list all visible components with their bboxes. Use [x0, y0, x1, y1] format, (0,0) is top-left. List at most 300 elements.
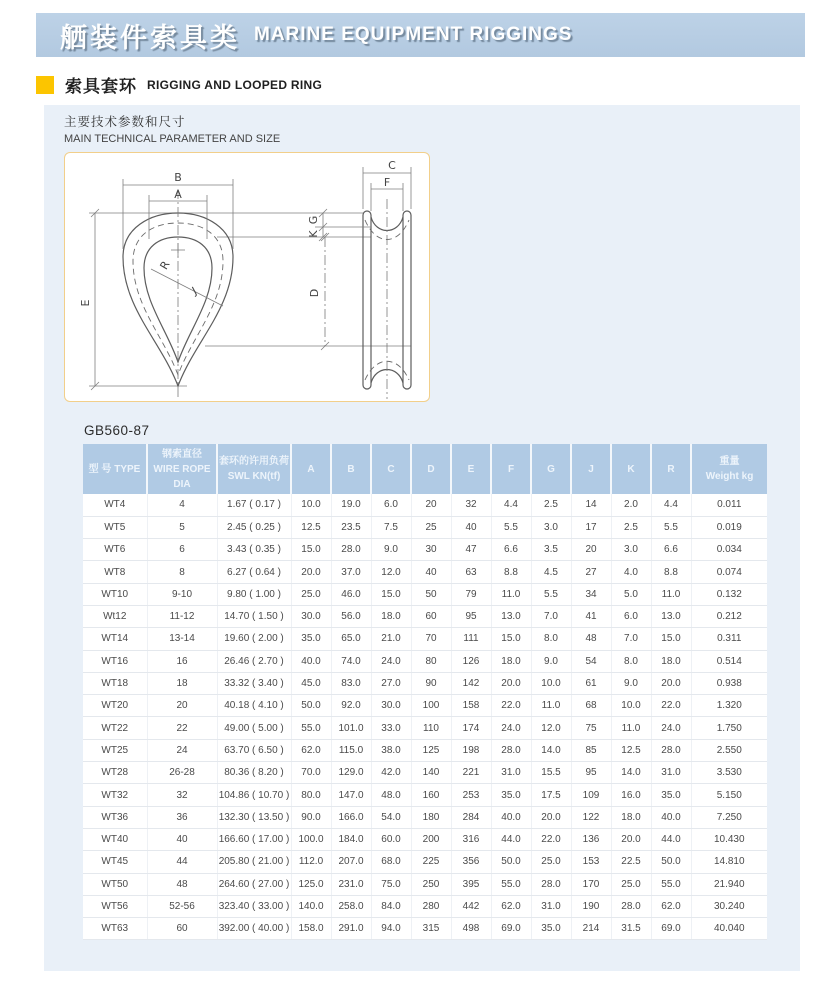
table-cell: 50.0: [651, 851, 691, 873]
dim-label-R: R: [157, 258, 173, 272]
table-cell: 30.0: [371, 695, 411, 717]
table-cell: 12.0: [531, 717, 571, 739]
table-cell: 126: [451, 650, 491, 672]
table-cell: 5.5: [651, 516, 691, 538]
table-cell: 22.0: [531, 828, 571, 850]
table-cell: 180: [411, 806, 451, 828]
table-cell: 31.5: [611, 918, 651, 940]
table-cell: 392.00 ( 40.00 ): [217, 918, 291, 940]
table-cell: 83.0: [331, 672, 371, 694]
table-row: [83, 762, 767, 784]
table-cell: 20: [411, 494, 451, 516]
table-cell: 65.0: [331, 628, 371, 650]
table-cell: 95: [451, 605, 491, 627]
table-cell: 1.320: [691, 695, 767, 717]
table-cell: 115.0: [331, 739, 371, 761]
dim-label-K: K: [307, 230, 320, 238]
table-cell: 30.240: [691, 895, 767, 917]
parameter-caption-en: MAIN TECHNICAL PARAMETER AND SIZE: [64, 133, 281, 145]
table-cell: 3.0: [531, 516, 571, 538]
table-row: [83, 806, 767, 828]
table-cell: 13.0: [651, 605, 691, 627]
table-cell: 0.132: [691, 583, 767, 605]
table-row: [83, 895, 767, 917]
specification-table: [83, 444, 767, 940]
thimble-technical-drawing: [65, 153, 429, 401]
table-cell: 11.0: [531, 695, 571, 717]
table-cell: 94.0: [371, 918, 411, 940]
table-cell: 95: [571, 762, 611, 784]
table-cell: 10.0: [611, 695, 651, 717]
table-cell: 125: [411, 739, 451, 761]
table-cell: 3.0: [611, 539, 651, 561]
table-cell: 2.550: [691, 739, 767, 761]
table-cell: WT6: [83, 539, 147, 561]
table-cell: 40.0: [651, 806, 691, 828]
table-cell: WT56: [83, 895, 147, 917]
table-row: [83, 561, 767, 583]
table-row: [83, 650, 767, 672]
table-cell: 12.5: [291, 516, 331, 538]
table-cell: 6.0: [611, 605, 651, 627]
table-cell: 21.0: [371, 628, 411, 650]
table-row: [83, 739, 767, 761]
table-cell: 31.0: [531, 895, 571, 917]
table-cell: 28.0: [491, 739, 531, 761]
table-cell: 90: [411, 672, 451, 694]
banner-title-en: MARINE EQUIPMENT RIGGINGS: [254, 24, 573, 45]
dim-label-E: E: [79, 299, 92, 307]
table-cell: 38.0: [371, 739, 411, 761]
column-header: D: [411, 444, 451, 494]
column-header: 重量 Weight kg: [691, 444, 767, 494]
table-cell: 35.0: [491, 784, 531, 806]
section-title-zh: 索具套环: [65, 77, 137, 96]
table-cell: 6.0: [371, 494, 411, 516]
table-cell: 122: [571, 806, 611, 828]
table-cell: WT22: [83, 717, 147, 739]
table-cell: 75: [571, 717, 611, 739]
table-cell: 10.430: [691, 828, 767, 850]
table-cell: 142: [451, 672, 491, 694]
table-cell: 6.6: [651, 539, 691, 561]
table-cell: 4.0: [611, 561, 651, 583]
content-panel: [44, 105, 800, 971]
table-cell: 54: [571, 650, 611, 672]
table-cell: 291.0: [331, 918, 371, 940]
table-cell: 2.0: [611, 494, 651, 516]
table-cell: 60.0: [371, 828, 411, 850]
table-cell: 9-10: [147, 583, 217, 605]
table-cell: 20: [571, 539, 611, 561]
table-cell: 158.0: [291, 918, 331, 940]
table-cell: 84.0: [371, 895, 411, 917]
table-cell: 13.0: [491, 605, 531, 627]
table-cell: 0.011: [691, 494, 767, 516]
table-cell: 44: [147, 851, 217, 873]
table-cell: 250: [411, 873, 451, 895]
table-cell: 0.212: [691, 605, 767, 627]
table-cell: WT10: [83, 583, 147, 605]
column-header: A: [291, 444, 331, 494]
table-cell: WT40: [83, 828, 147, 850]
dim-label-C: C: [388, 159, 396, 172]
table-cell: 22.5: [611, 851, 651, 873]
table-cell: 7.0: [611, 628, 651, 650]
table-cell: 498: [451, 918, 491, 940]
table-cell: 30: [411, 539, 451, 561]
table-cell: 40: [451, 516, 491, 538]
table-cell: 0.938: [691, 672, 767, 694]
table-cell: 46.0: [331, 583, 371, 605]
table-cell: 35.0: [651, 784, 691, 806]
table-cell: 153: [571, 851, 611, 873]
table-cell: 52-56: [147, 895, 217, 917]
technical-drawing-box: [64, 152, 430, 402]
table-cell: 20.0: [531, 806, 571, 828]
table-cell: 9.0: [371, 539, 411, 561]
table-cell: 221: [451, 762, 491, 784]
table-cell: 214: [571, 918, 611, 940]
yellow-square-bullet-icon: [36, 76, 54, 94]
table-cell: 18.0: [491, 650, 531, 672]
table-cell: 280: [411, 895, 451, 917]
table-cell: WT28: [83, 762, 147, 784]
table-cell: 63.70 ( 6.50 ): [217, 739, 291, 761]
table-cell: 68: [571, 695, 611, 717]
table-cell: 27: [571, 561, 611, 583]
table-cell: 12.5: [611, 739, 651, 761]
column-header: J: [571, 444, 611, 494]
table-cell: 129.0: [331, 762, 371, 784]
table-cell: 15.0: [291, 539, 331, 561]
table-cell: 442: [451, 895, 491, 917]
table-cell: 24: [147, 739, 217, 761]
table-cell: 31.0: [491, 762, 531, 784]
table-cell: 16: [147, 650, 217, 672]
table-row: [83, 717, 767, 739]
table-cell: 284: [451, 806, 491, 828]
table-cell: 92.0: [331, 695, 371, 717]
table-cell: 3.5: [531, 539, 571, 561]
table-cell: 9.80 ( 1.00 ): [217, 583, 291, 605]
table-row: [83, 784, 767, 806]
table-cell: 63: [451, 561, 491, 583]
table-cell: 2.5: [611, 516, 651, 538]
table-cell: 8.8: [651, 561, 691, 583]
table-cell: 79: [451, 583, 491, 605]
dim-label-D: D: [308, 288, 321, 298]
table-cell: 30.0: [291, 605, 331, 627]
table-cell: 28.0: [331, 539, 371, 561]
table-cell: WT63: [83, 918, 147, 940]
table-cell: 0.074: [691, 561, 767, 583]
table-cell: 15.0: [491, 628, 531, 650]
table-cell: 32: [451, 494, 491, 516]
table-cell: 10.0: [291, 494, 331, 516]
table-cell: 33.32 ( 3.40 ): [217, 672, 291, 694]
table-cell: 25: [411, 516, 451, 538]
table-cell: 50.0: [491, 851, 531, 873]
table-cell: 0.019: [691, 516, 767, 538]
table-cell: 160: [411, 784, 451, 806]
dim-label-J: J: [189, 284, 199, 298]
table-cell: 69.0: [651, 918, 691, 940]
table-cell: 10.0: [531, 672, 571, 694]
table-cell: 37.0: [331, 561, 371, 583]
standard-number: GB560-87: [84, 423, 150, 438]
table-cell: 18: [147, 672, 217, 694]
table-cell: WT45: [83, 851, 147, 873]
table-cell: 49.00 ( 5.00 ): [217, 717, 291, 739]
table-cell: 22.0: [651, 695, 691, 717]
dim-label-B: B: [174, 171, 182, 184]
table-cell: 42.0: [371, 762, 411, 784]
table-cell: 5.150: [691, 784, 767, 806]
table-cell: 70: [411, 628, 451, 650]
table-cell: 11.0: [651, 583, 691, 605]
table-cell: 6.6: [491, 539, 531, 561]
table-cell: 69.0: [491, 918, 531, 940]
table-cell: WT36: [83, 806, 147, 828]
table-cell: 101.0: [331, 717, 371, 739]
table-cell: 40.0: [291, 650, 331, 672]
table-cell: WT5: [83, 516, 147, 538]
table-cell: 35.0: [531, 918, 571, 940]
table-cell: 41: [571, 605, 611, 627]
table-cell: 17: [571, 516, 611, 538]
table-cell: 147.0: [331, 784, 371, 806]
table-body: [83, 494, 767, 940]
table-cell: 140: [411, 762, 451, 784]
table-cell: 4.5: [531, 561, 571, 583]
table-cell: WT16: [83, 650, 147, 672]
table-cell: 184.0: [331, 828, 371, 850]
table-cell: 62.0: [651, 895, 691, 917]
table-cell: 55.0: [291, 717, 331, 739]
table-cell: 8.0: [611, 650, 651, 672]
table-row: [83, 828, 767, 850]
table-cell: 55.0: [491, 873, 531, 895]
table-cell: 0.514: [691, 650, 767, 672]
column-header: B: [331, 444, 371, 494]
table-cell: 5.5: [491, 516, 531, 538]
table-cell: 174: [451, 717, 491, 739]
dim-label-G: G: [307, 215, 320, 225]
table-cell: 20.0: [291, 561, 331, 583]
dim-label-F: F: [383, 176, 391, 189]
table-cell: 0.311: [691, 628, 767, 650]
table-row: [83, 516, 767, 538]
table-cell: 8: [147, 561, 217, 583]
table-cell: 12.0: [371, 561, 411, 583]
table-cell: 1.67 ( 0.17 ): [217, 494, 291, 516]
column-header: R: [651, 444, 691, 494]
table-cell: 62.0: [291, 739, 331, 761]
table-cell: WT14: [83, 628, 147, 650]
table-cell: 68.0: [371, 851, 411, 873]
table-cell: 61: [571, 672, 611, 694]
table-cell: 207.0: [331, 851, 371, 873]
table-cell: 253: [451, 784, 491, 806]
table-cell: 5: [147, 516, 217, 538]
table-cell: 40.040: [691, 918, 767, 940]
table-cell: 62.0: [491, 895, 531, 917]
table-cell: 1.750: [691, 717, 767, 739]
table-cell: 198: [451, 739, 491, 761]
table-cell: 40.18 ( 4.10 ): [217, 695, 291, 717]
table-cell: 55.0: [651, 873, 691, 895]
table-cell: 8.0: [531, 628, 571, 650]
table-cell: Wt12: [83, 605, 147, 627]
table-cell: 166.60 ( 17.00 ): [217, 828, 291, 850]
table-row: [83, 583, 767, 605]
table-cell: 20.0: [651, 672, 691, 694]
table-cell: 20: [147, 695, 217, 717]
table-cell: 28.0: [531, 873, 571, 895]
table-cell: 16.0: [611, 784, 651, 806]
section-heading: [36, 72, 322, 97]
table-cell: 4.4: [651, 494, 691, 516]
table-cell: 190: [571, 895, 611, 917]
table-cell: 140.0: [291, 895, 331, 917]
table-cell: 28.0: [651, 739, 691, 761]
table-cell: 36: [147, 806, 217, 828]
dim-label-A: A: [174, 188, 182, 201]
table-cell: 26-28: [147, 762, 217, 784]
table-cell: 158: [451, 695, 491, 717]
table-cell: 20.0: [491, 672, 531, 694]
table-cell: 100.0: [291, 828, 331, 850]
table-cell: 80.0: [291, 784, 331, 806]
table-cell: 33.0: [371, 717, 411, 739]
table-row: [83, 539, 767, 561]
table-cell: 14: [571, 494, 611, 516]
table-cell: 231.0: [331, 873, 371, 895]
table-cell: 48: [147, 873, 217, 895]
column-header: F: [491, 444, 531, 494]
table-cell: 18.0: [371, 605, 411, 627]
table-cell: 14.0: [611, 762, 651, 784]
table-cell: WT18: [83, 672, 147, 694]
table-cell: 47: [451, 539, 491, 561]
table-cell: 13-14: [147, 628, 217, 650]
table-cell: WT8: [83, 561, 147, 583]
table-cell: 15.0: [371, 583, 411, 605]
table-cell: 35.0: [291, 628, 331, 650]
table-cell: 24.0: [491, 717, 531, 739]
column-header: 钢索直径 WIRE ROPE DIA: [147, 444, 217, 494]
table-row: [83, 851, 767, 873]
table-cell: 40: [147, 828, 217, 850]
table-cell: 0.034: [691, 539, 767, 561]
table-cell: 18.0: [611, 806, 651, 828]
table-cell: 9.0: [611, 672, 651, 694]
table-cell: 60: [411, 605, 451, 627]
table-cell: 258.0: [331, 895, 371, 917]
table-row: [83, 605, 767, 627]
table-cell: 323.40 ( 33.00 ): [217, 895, 291, 917]
table-cell: 7.0: [531, 605, 571, 627]
table-cell: 19.60 ( 2.00 ): [217, 628, 291, 650]
table-cell: 45.0: [291, 672, 331, 694]
table-cell: 27.0: [371, 672, 411, 694]
table-cell: 395: [451, 873, 491, 895]
table-cell: 44.0: [651, 828, 691, 850]
table-cell: 75.0: [371, 873, 411, 895]
table-cell: 14.70 ( 1.50 ): [217, 605, 291, 627]
table-cell: 112.0: [291, 851, 331, 873]
table-cell: 80: [411, 650, 451, 672]
table-cell: 19.0: [331, 494, 371, 516]
table-cell: 74.0: [331, 650, 371, 672]
table-cell: 40.0: [491, 806, 531, 828]
table-cell: 111: [451, 628, 491, 650]
table-cell: 56.0: [331, 605, 371, 627]
table-row: [83, 672, 767, 694]
table-cell: 8.8: [491, 561, 531, 583]
table-row: [83, 628, 767, 650]
table-cell: 48.0: [371, 784, 411, 806]
table-row: [83, 494, 767, 516]
table-cell: 26.46 ( 2.70 ): [217, 650, 291, 672]
table-cell: 70.0: [291, 762, 331, 784]
table-cell: 4.4: [491, 494, 531, 516]
table-row: [83, 873, 767, 895]
table-cell: 6: [147, 539, 217, 561]
table-cell: 85: [571, 739, 611, 761]
table-cell: 24.0: [371, 650, 411, 672]
table-cell: 18.0: [651, 650, 691, 672]
table-cell: 200: [411, 828, 451, 850]
table-cell: 32: [147, 784, 217, 806]
table-cell: 14.810: [691, 851, 767, 873]
table-cell: 24.0: [651, 717, 691, 739]
table-cell: 60: [147, 918, 217, 940]
table-row: [83, 918, 767, 940]
table-cell: WT50: [83, 873, 147, 895]
table-cell: 34: [571, 583, 611, 605]
table-cell: 22: [147, 717, 217, 739]
table-cell: 100: [411, 695, 451, 717]
parameter-caption: [64, 112, 280, 145]
table-cell: 9.0: [531, 650, 571, 672]
table-cell: 15.0: [651, 628, 691, 650]
table-cell: 104.86 ( 10.70 ): [217, 784, 291, 806]
table-cell: 3.43 ( 0.35 ): [217, 539, 291, 561]
table-cell: 50.0: [291, 695, 331, 717]
table-cell: 5.0: [611, 583, 651, 605]
table-cell: 40: [411, 561, 451, 583]
table-cell: 125.0: [291, 873, 331, 895]
column-header: G: [531, 444, 571, 494]
table-cell: 25.0: [531, 851, 571, 873]
column-header: K: [611, 444, 651, 494]
table-cell: WT4: [83, 494, 147, 516]
table-header-row: [83, 444, 767, 494]
table-cell: 2.45 ( 0.25 ): [217, 516, 291, 538]
column-header: 型 号 TYPE: [83, 444, 147, 494]
table-cell: 136: [571, 828, 611, 850]
table-cell: 7.5: [371, 516, 411, 538]
table-row: [83, 695, 767, 717]
table-cell: 44.0: [491, 828, 531, 850]
column-header: 套环的许用负荷 SWL KN(tf): [217, 444, 291, 494]
table-cell: 264.60 ( 27.00 ): [217, 873, 291, 895]
table-cell: 15.5: [531, 762, 571, 784]
table-cell: 28.0: [611, 895, 651, 917]
table-cell: 14.0: [531, 739, 571, 761]
